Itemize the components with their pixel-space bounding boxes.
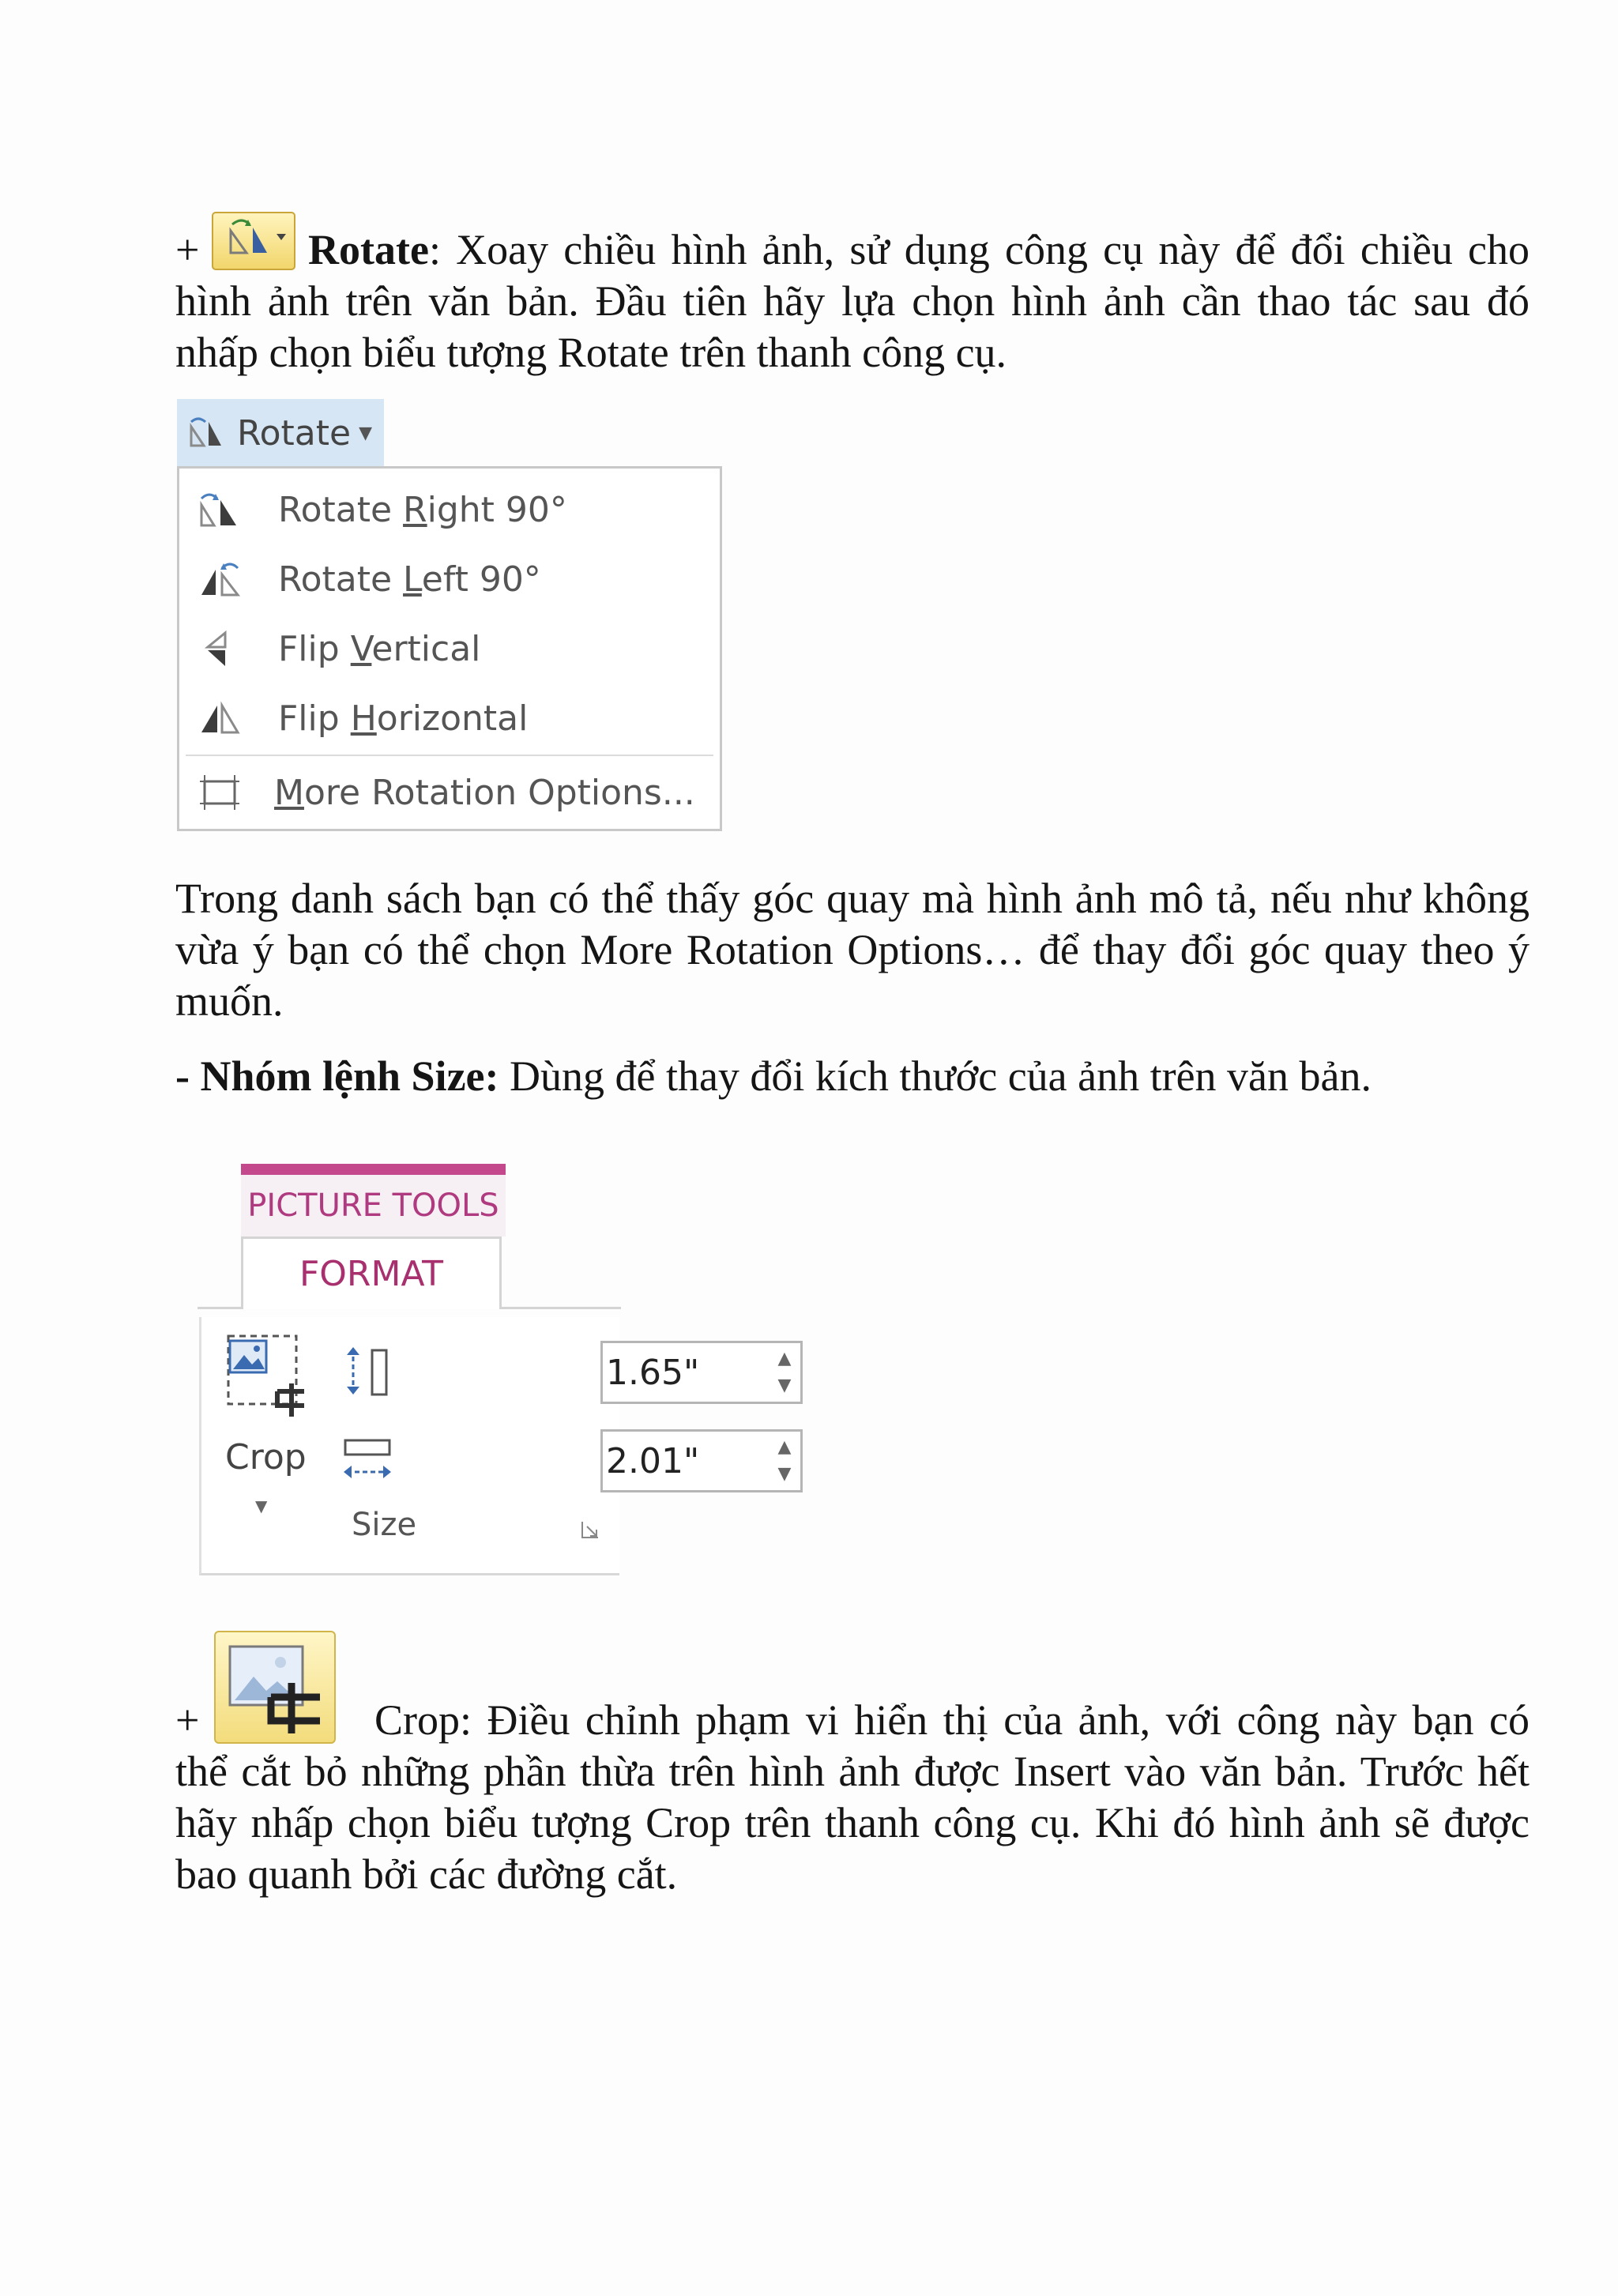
shape-height-input[interactable]	[600, 1341, 803, 1404]
rotate-dropdown-button[interactable]	[177, 399, 384, 467]
rotate-description: : Xoay chiều hình ảnh, sử dụng công cụ này để đổi chiều cho hình ảnh trên văn bản. Đầu tiên hãy lựa chọn hình ảnh cần thao tác sau đó nhấp chọn biểu tượng Rotate trên thanh công cụ.	[175, 226, 1530, 376]
shape-width-icon	[342, 1436, 394, 1488]
rotate-right-icon	[197, 489, 244, 530]
bullet-plus: +	[175, 226, 200, 273]
menu-item-label: Flip Horizontal	[278, 698, 529, 739]
size-group	[199, 1317, 792, 1575]
spin-down-icon[interactable]: ▼	[777, 1464, 792, 1484]
crop-icon	[225, 1333, 312, 1421]
flip-vertical-icon	[197, 628, 244, 669]
picture-tools-label: PICTURE TOOLS	[241, 1175, 506, 1236]
paragraph-rotation-list: Trong danh sách bạn có thể thấy góc quay mà hình ảnh mô tả, nếu như không vừa ý bạn có thể chọn More Rotation Options… để thay đổi góc quay theo ý muốn.	[175, 875, 1530, 1025]
rotate-term: Rotate	[308, 226, 429, 273]
shape-height-value: 1.65"	[606, 1352, 700, 1393]
rotate-dropdown-menu	[177, 466, 722, 831]
flip-horizontal-icon	[197, 698, 244, 739]
rotate-button-icon	[186, 416, 231, 450]
rotation-options-icon	[197, 772, 244, 813]
paragraph-size-group	[175, 1051, 1530, 1102]
paragraph-crop	[175, 1695, 1530, 1900]
tab-format[interactable]: FORMAT	[241, 1236, 502, 1309]
menu-item-rotate-right[interactable]	[179, 475, 720, 544]
bullet-plus: +	[175, 1696, 200, 1744]
rotate-icon	[212, 212, 295, 270]
crop-button[interactable]	[217, 1327, 320, 1524]
menu-item-label: Rotate Left 90°	[278, 559, 541, 600]
spin-up-icon[interactable]: ▲	[777, 1349, 792, 1368]
size-group-heading: - Nhóm lệnh Size:	[175, 1052, 499, 1100]
spin-up-icon[interactable]: ▲	[777, 1437, 792, 1457]
spin-down-icon[interactable]: ▼	[777, 1376, 792, 1395]
paragraph-rotate	[175, 212, 1530, 378]
size-group-label: Size	[352, 1507, 417, 1543]
crop-label: Crop	[225, 1437, 307, 1477]
menu-item-label: Rotate Right 90°	[278, 489, 567, 530]
picture-tools-accent-band	[241, 1164, 506, 1175]
chevron-down-icon: ▼	[359, 423, 372, 443]
chevron-down-icon: ▼	[255, 1496, 268, 1515]
shape-height-icon	[342, 1346, 394, 1399]
ribbon-divider	[501, 1307, 621, 1309]
size-group-description: Dùng để thay đổi kích thước của ảnh trên văn bản.	[499, 1052, 1372, 1100]
rotate-button-label: Rotate	[237, 412, 352, 454]
rotate-left-icon	[197, 559, 244, 600]
shape-width-value: 2.01"	[606, 1440, 700, 1481]
menu-separator	[186, 755, 713, 756]
dialog-launcher-icon[interactable]	[579, 1519, 601, 1541]
menu-item-flip-horizontal[interactable]	[179, 683, 720, 753]
shape-width-input[interactable]	[600, 1429, 803, 1492]
ribbon-divider	[198, 1307, 243, 1309]
menu-item-flip-vertical[interactable]	[179, 614, 720, 683]
crop-description: Crop: Điều chỉnh phạm vi hiển thị của ảnh, với công này bạn có thể cắt bỏ những phần thừa trên hình ảnh được Insert vào văn bản. Trước hết hãy nhấp chọn biểu tượng Crop trên thanh công cụ. Khi đó hình ảnh sẽ được bao quanh bởi các đường cắt.	[175, 1696, 1530, 1898]
menu-item-label: Flip Vertical	[278, 628, 481, 669]
menu-item-label: More Rotation Options...	[274, 772, 695, 813]
menu-item-more-rotation-options[interactable]	[179, 758, 720, 827]
menu-item-rotate-left[interactable]	[179, 544, 720, 614]
